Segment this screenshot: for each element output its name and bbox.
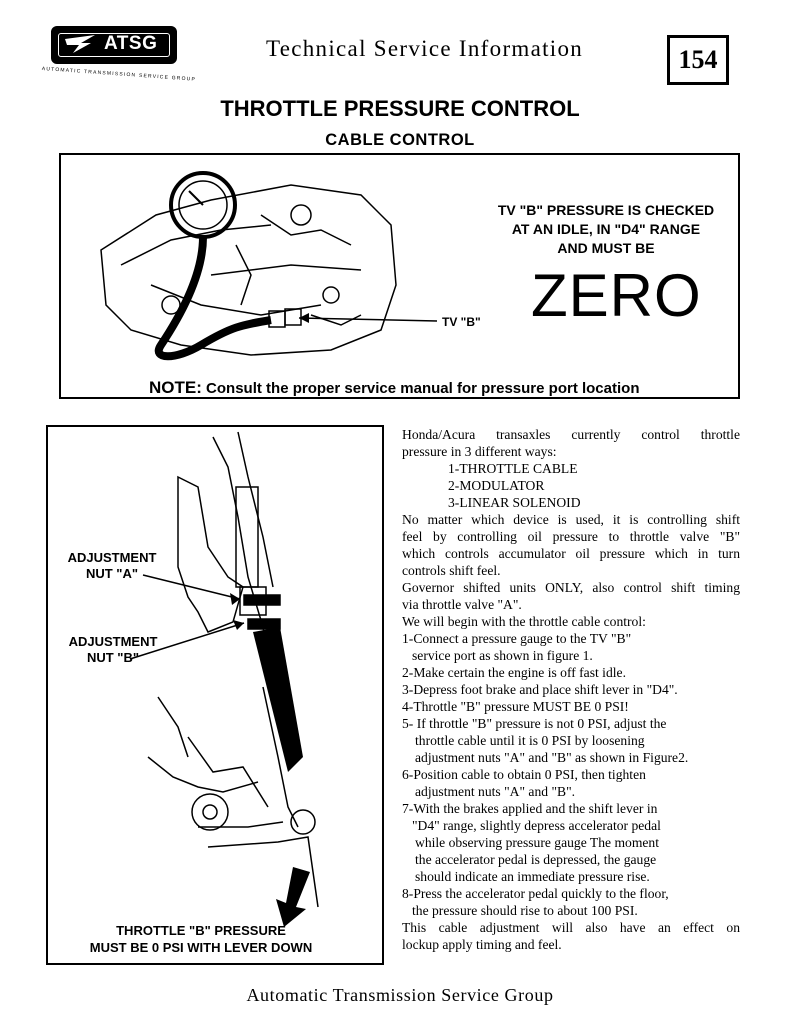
adjustment-nut-b-label <box>58 634 168 666</box>
body-line: 3-Depress foot brake and place shift lever in "D4". <box>402 682 678 697</box>
figure-1 <box>59 153 740 399</box>
body-line: via throttle valve "A". <box>402 597 522 612</box>
body-line: 2-Make certain the engine is off fast idle. <box>402 665 626 680</box>
body-line: lockup apply timing and feel. <box>402 937 562 952</box>
procedure-text <box>402 426 740 953</box>
note-text <box>149 378 639 398</box>
figure-2 <box>46 425 384 965</box>
body-line: 6-Position cable to obtain 0 PSI, then tighten <box>402 767 646 782</box>
figure-2-caption <box>58 922 344 956</box>
body-line: while observing pressure gauge The moment <box>415 835 659 850</box>
caption-line: MUST BE 0 PSI WITH LEVER DOWN <box>89 940 313 955</box>
body-line: pressure in 3 different ways: <box>402 444 557 459</box>
note-body: Consult the proper service manual for pressure port location <box>201 380 640 397</box>
body-line: This cable adjustment will also have an effect on <box>402 920 740 935</box>
body-line: the accelerator pedal is depressed, the gauge <box>415 852 657 867</box>
header-title: Technical Service Information <box>266 36 584 61</box>
body-line: 4-Throttle "B" pressure MUST BE 0 PSI! <box>402 699 629 714</box>
callout-line: AT AN IDLE, IN "D4" RANGE <box>511 221 701 237</box>
body-line: 2-MODULATOR <box>448 478 545 493</box>
adjustment-nut-a-label <box>62 550 162 582</box>
body-line: should indicate an immediate pressure rise. <box>415 869 650 884</box>
logo-tagline: AUTOMATIC TRANSMISSION SERVICE GROUP <box>41 66 197 83</box>
body-line: adjustment nuts "A" and "B". <box>415 784 576 799</box>
callout-line: TV "B" PRESSURE IS CHECKED <box>497 202 715 218</box>
body-line: No matter which device is used, it is controlling shift <box>402 512 740 527</box>
body-line: 1-Connect a pressure gauge to the TV "B" <box>402 631 632 646</box>
body-line: controls shift feel. <box>402 563 501 578</box>
label-line: ADJUSTMENT <box>68 634 158 649</box>
caption-line: THROTTLE "B" PRESSURE <box>116 923 286 938</box>
page-title: THROTTLE PRESSURE CONTROL <box>220 96 580 121</box>
body-line: Governor shifted units ONLY, also control shift timing <box>402 580 740 595</box>
body-line: 3-LINEAR SOLENOID <box>448 495 581 510</box>
pressure-callout <box>474 201 738 258</box>
body-line: We will begin with the throttle cable control: <box>402 614 646 629</box>
page-subtitle: CABLE CONTROL <box>325 131 475 149</box>
label-line: NUT "A" <box>85 566 139 581</box>
body-line: service port as shown in figure 1. <box>412 648 593 663</box>
body-line: 1-THROTTLE CABLE <box>448 461 578 476</box>
atsg-logo <box>51 26 177 64</box>
label-line: ADJUSTMENT <box>67 550 157 565</box>
note-label: NOTE: <box>149 378 202 397</box>
body-line: Honda/Acura transaxles currently control throttle <box>402 427 740 442</box>
body-line: 8-Press the accelerator pedal quickly to the floor, <box>402 886 669 901</box>
tv-b-port-label: TV "B" <box>442 315 481 329</box>
wing-icon <box>61 31 101 59</box>
body-line: which controls accumulator oil pressure which in turn <box>402 546 740 561</box>
body-line: throttle cable until it is 0 PSI by loosening <box>415 733 645 748</box>
page-number: 154 <box>667 35 729 85</box>
cable-adjustment-illustration <box>48 427 382 963</box>
body-line: feel by controlling oil pressure to throttle valve "B" <box>402 529 740 544</box>
body-line: "D4" range, slightly depress accelerator pedal <box>412 818 661 833</box>
body-line: adjustment nuts "A" and "B" as shown in Figure2. <box>415 750 689 765</box>
body-line: 5- If throttle "B" pressure is not 0 PSI, adjust the <box>402 716 667 731</box>
logo-text: ATSG <box>104 33 158 54</box>
zero-label: ZERO <box>531 262 702 329</box>
footer: Automatic Transmission Service Group <box>246 985 554 1005</box>
label-line: NUT "B" <box>86 650 140 665</box>
callout-line: AND MUST BE <box>557 240 655 256</box>
body-line: the pressure should rise to about 100 PSI. <box>412 903 638 918</box>
body-line: 7-With the brakes applied and the shift lever in <box>402 801 658 816</box>
